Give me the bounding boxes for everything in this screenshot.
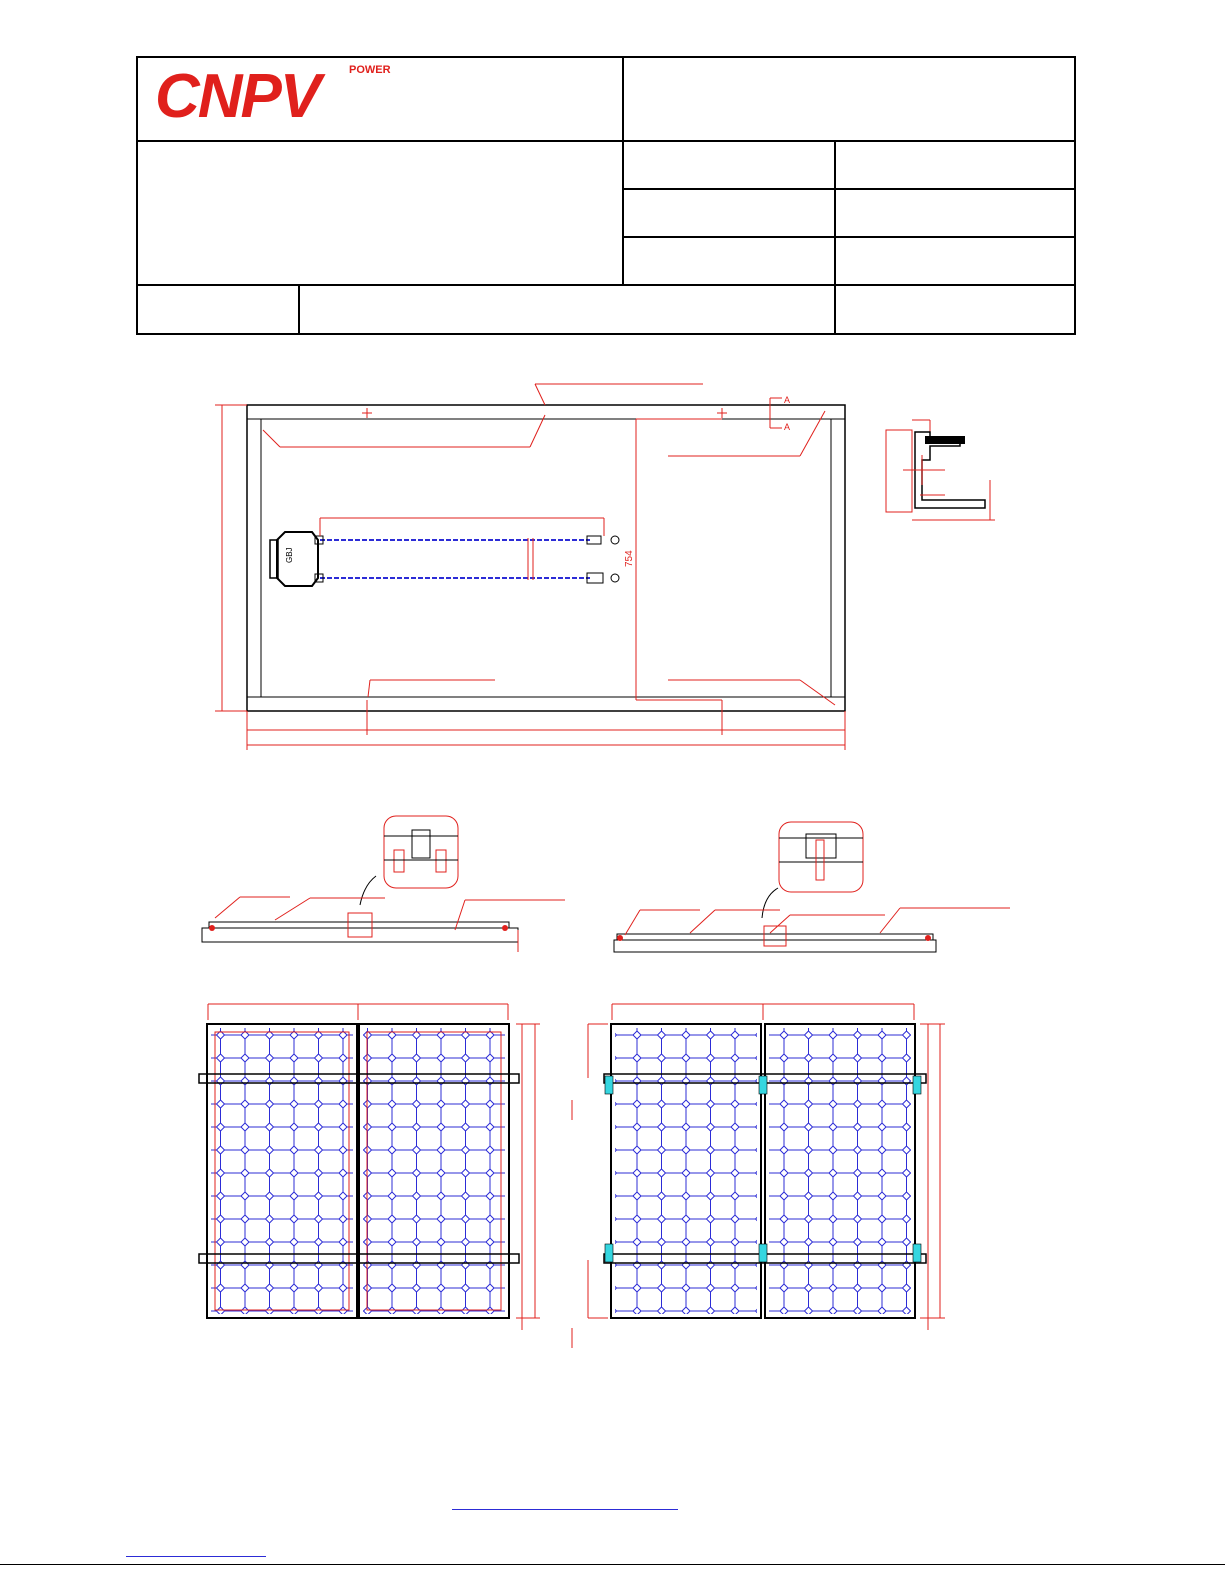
svg-text:GBJ: GBJ — [285, 547, 294, 563]
section-mark-top: A — [784, 395, 791, 405]
section-mark-bottom: A — [784, 422, 791, 432]
mounting-side-view-left — [202, 816, 565, 952]
frame-profile-section — [886, 420, 995, 520]
logo-subtext: POWER — [349, 64, 391, 76]
mounting-side-view-right — [614, 822, 1010, 952]
array-front-view-left — [199, 1004, 572, 1348]
module-back-view — [215, 384, 845, 750]
array-front-view-right — [588, 1004, 945, 1330]
dimension-754-label: 754 — [624, 550, 635, 567]
logo-wordmark: CNPV — [155, 62, 320, 131]
output-cables — [315, 536, 619, 583]
junction-box — [270, 532, 318, 586]
footer-link-underline[interactable] — [452, 1509, 678, 1510]
footer-link-underline[interactable] — [126, 1556, 266, 1557]
footer-divider — [0, 1564, 1225, 1565]
dimension-lines — [215, 384, 845, 750]
